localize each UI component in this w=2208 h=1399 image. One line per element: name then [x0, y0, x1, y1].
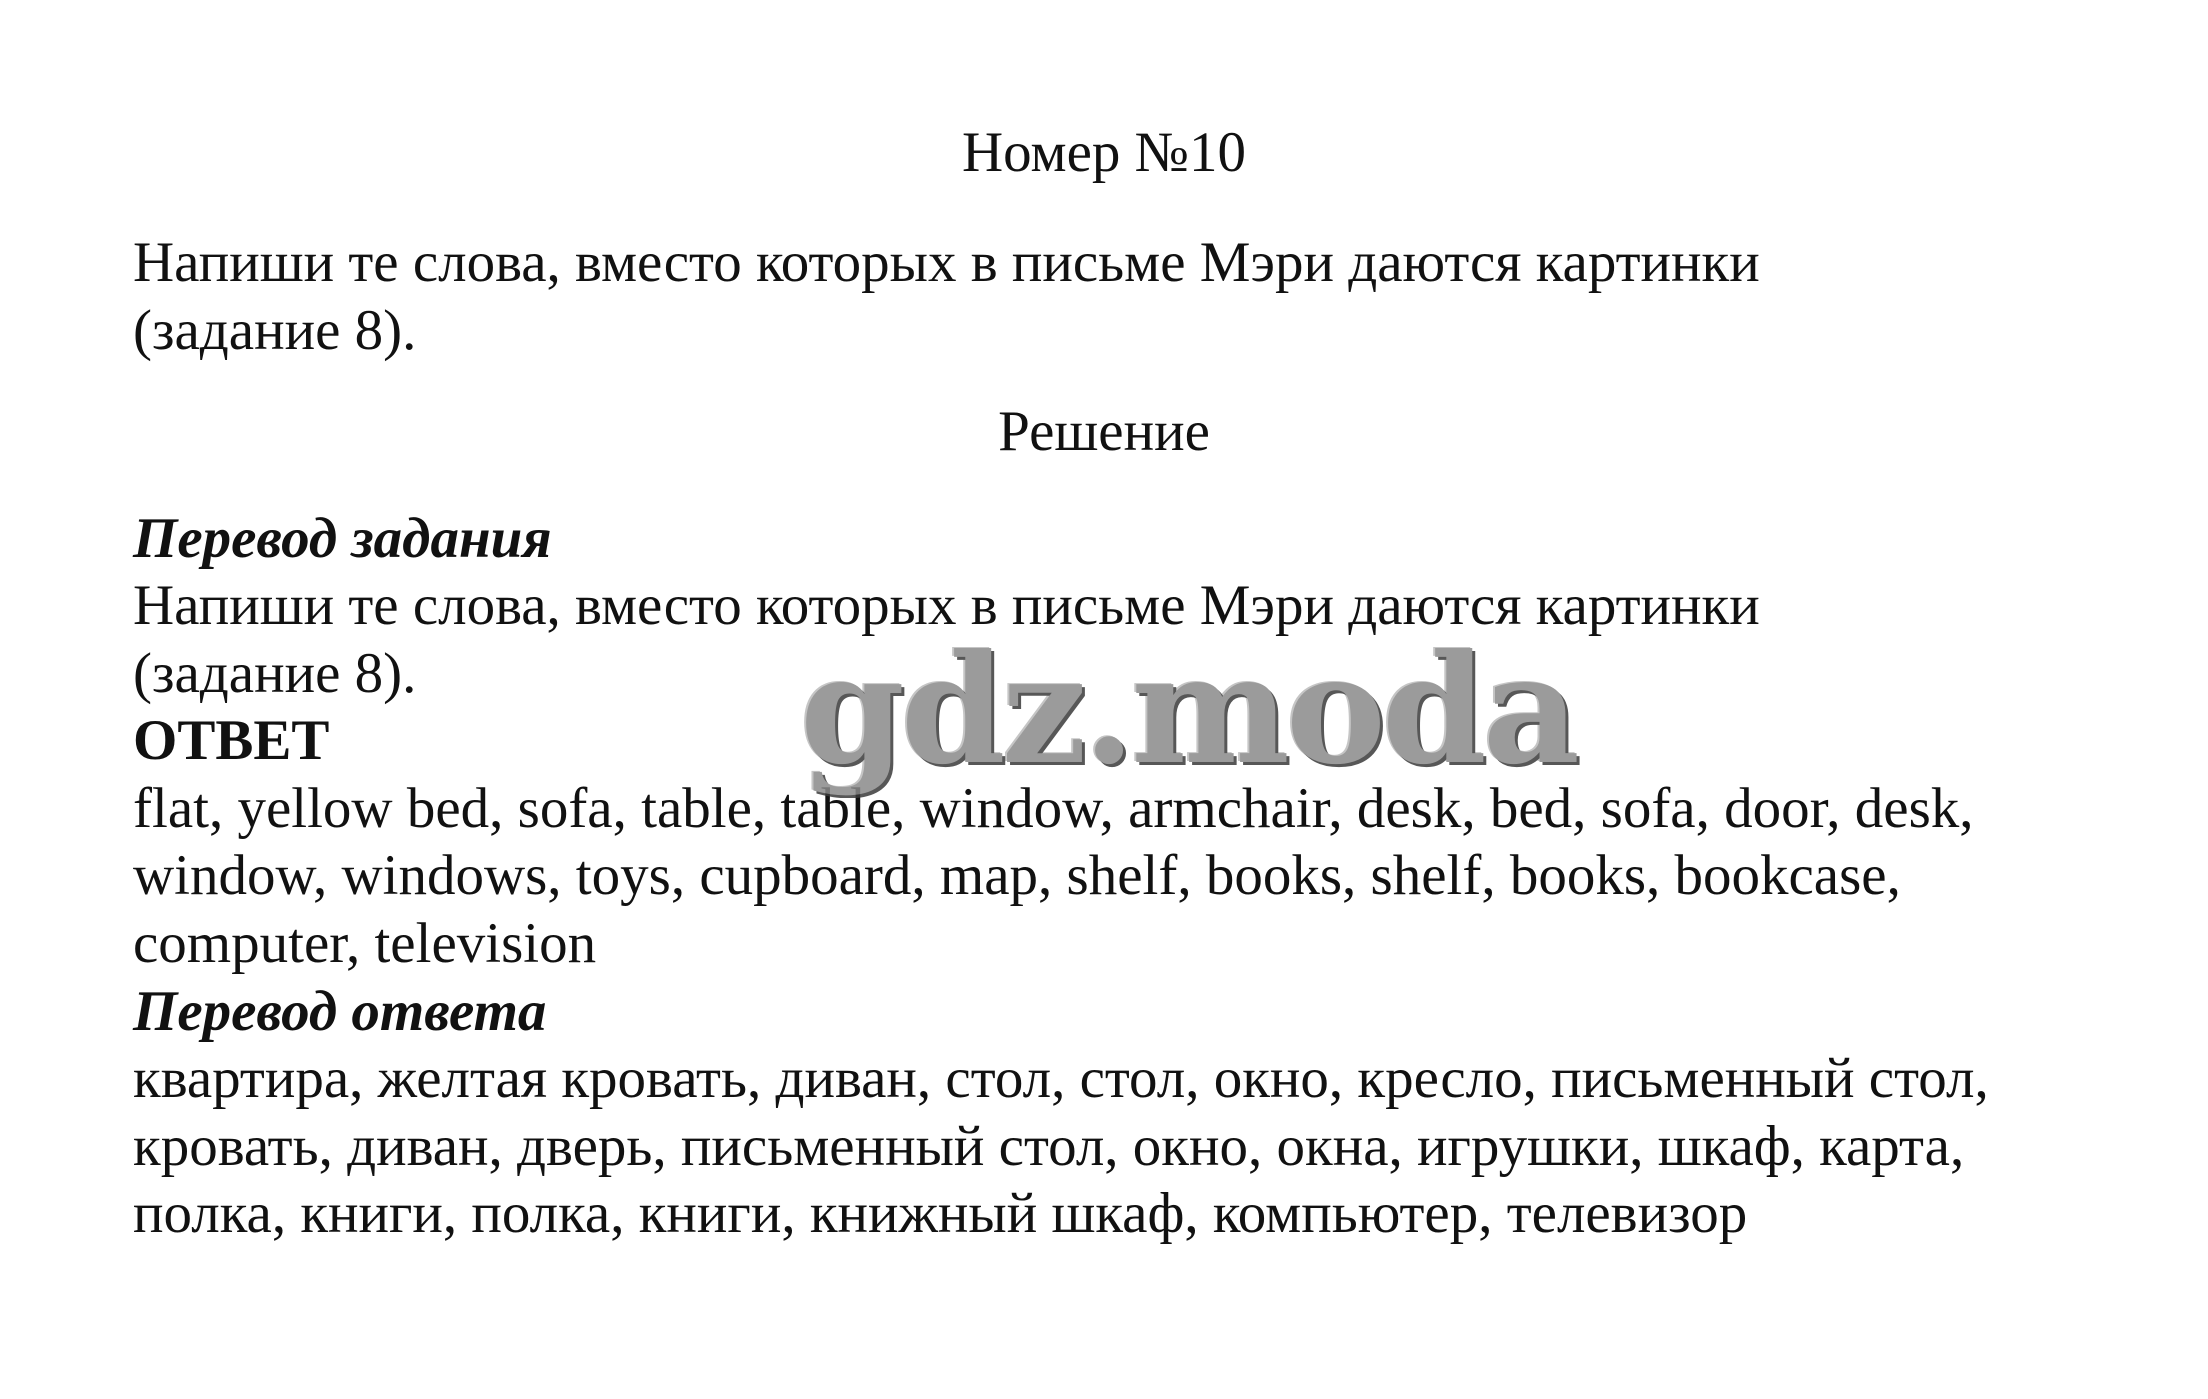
task-text-line-2: (задание 8).: [133, 299, 417, 362]
answer-translation-heading: Перевод ответа: [133, 980, 547, 1043]
answer-line-2: window, windows, toys, cupboard, map, shelf, books, shelf, books, bookcase,: [133, 844, 1901, 907]
answer-translation-line-3: полка, книги, полка, книги, книжный шкаф, компьютер, телевизор: [133, 1182, 1748, 1245]
solution-heading: Решение: [998, 400, 1210, 463]
page-title: Номер №10: [961, 121, 1247, 184]
task-translation-heading: Перевод задания: [133, 507, 552, 570]
answer-heading: ОТВЕТ: [133, 709, 330, 772]
answer-translation-line-1: квартира, желтая кровать, диван, стол, стол, окно, кресло, письменный стол,: [133, 1047, 1989, 1110]
answer-line-1: flat, yellow bed, sofa, table, table, window, armchair, desk, bed, sofa, door, desk,: [133, 777, 1974, 840]
answer-line-3: computer, television: [133, 912, 597, 975]
task-translation-line-2: (задание 8).: [133, 642, 417, 705]
task-text-line-1: Напиши те слова, вместо которых в письме Мэри даются картинки: [133, 231, 1760, 294]
task-translation-line-1: Напиши те слова, вместо которых в письме Мэри даются картинки: [133, 574, 1760, 637]
watermark-logo: gdz.moda: [800, 622, 1577, 798]
answer-translation-line-2: кровать, диван, дверь, письменный стол, окно, окна, игрушки, шкаф, карта,: [133, 1115, 1965, 1178]
